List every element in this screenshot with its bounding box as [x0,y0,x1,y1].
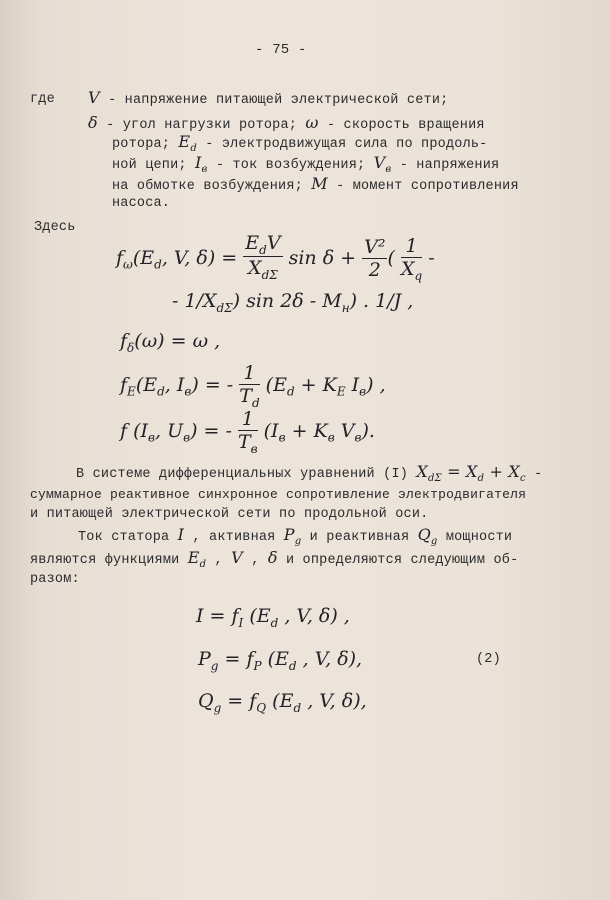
where-line-5a: на обмотке возбуждения; [112,179,312,194]
equation-number: (2) [476,652,501,667]
where-line-5 [112,176,519,195]
symbol-ib: $I_в$ [195,153,208,176]
where-line-6: насоса. [112,196,171,211]
where-line-3 [112,134,487,157]
where-line-1 [88,90,448,109]
where-line-4 [112,155,499,178]
fraction-ed-v: $E_dV$ $X_{d\Sigma}$ [245,231,281,283]
where-line-5b: - момент сопротивления [327,179,519,194]
equation-reactive-power: $Q_g = f_Q$ ($E_d$ , V, δ), [198,690,367,715]
para2-line-2: являются функциями $E_d$ , V , δ и определяются следующим об- [30,548,519,571]
where-line-2a: - угол нагрузки ротора; [97,118,306,133]
equation-f-e: $f_E(E_d$, $I_в$) = - $\frac{1}{T_d}$ ($E_d + K_E$ $I_в$) , [120,362,386,410]
fraction-1-xq: $\frac{1}{X_q}$ [400,235,423,283]
fraction-1-td: $\frac{1}{T_d}$ [239,362,260,410]
symbol-delta: δ [88,113,98,132]
where-line-4c: - напряжения [391,158,500,173]
where-line-3a: ротора; [112,137,179,152]
equation-f-delta: $f_\delta(\omega) = \omega$ , [120,330,221,355]
symbol-m: M [311,174,328,193]
equation-f-ib: f ($I_в$, $U_в$) = - 1 $T_в$ ($I_в + K_в$ $V_в$). [120,408,375,456]
where-line-3b: - электродвижущая сила по продоль- [196,137,488,152]
where-word: где [30,92,55,107]
where-line-2 [88,115,485,134]
para1-line-3: и питающей электрической сети по продольной оси. [30,507,429,522]
symbol-vb: $V_в$ [373,153,392,176]
symbol-ed: $E_d$ [178,132,197,155]
where-line-4b: - ток возбуждения; [207,158,374,173]
para2-line-1: Ток статора I , активная $P_g$ и реактивная $Q_g$ мощности [78,525,513,548]
fraction-1-tb: 1 $T_в$ [237,408,258,456]
page-number: - 75 - [255,42,307,58]
para2-line-3: разом: [30,572,80,587]
where-line-2b: - скорость вращения [318,118,485,133]
zdes-label: Здесь [34,220,76,235]
where-line-1-text: - напряжение питающей электрической сети; [99,93,449,108]
equation-current: $I = f_I$ ($E_d$ , V, δ) , [196,605,350,630]
fraction-v2-2: $\frac{\text{V²}}{2}$ [364,236,386,282]
para1-line-2: суммарное реактивное синхронное сопротивление электродвигателя [30,487,527,502]
para1-line-1: В системе дифференциальных уравнений (I) $X_{d\Sigma} = X_d + X_c$ - [76,462,543,485]
equation-f-omega-cont: - $1/X_{d\Sigma}$) $\sin 2\delta - M_н$) . 1/J , [172,290,414,315]
where-line-4a: ной цепи; [112,158,196,173]
symbol-v: V [88,88,100,107]
symbol-omega: ω [305,113,319,132]
equation-active-power: $P_g = f_P$ ($E_d$ , V, δ), [198,648,363,673]
equation-f-omega: $f_\omega(E_d$, V, δ) = $E_dV$ $X_{d\Sigma}$ sin δ + $\frac{\text{V²}}{2}$ ( $\frac{1}{X_q}$ - [116,231,435,283]
